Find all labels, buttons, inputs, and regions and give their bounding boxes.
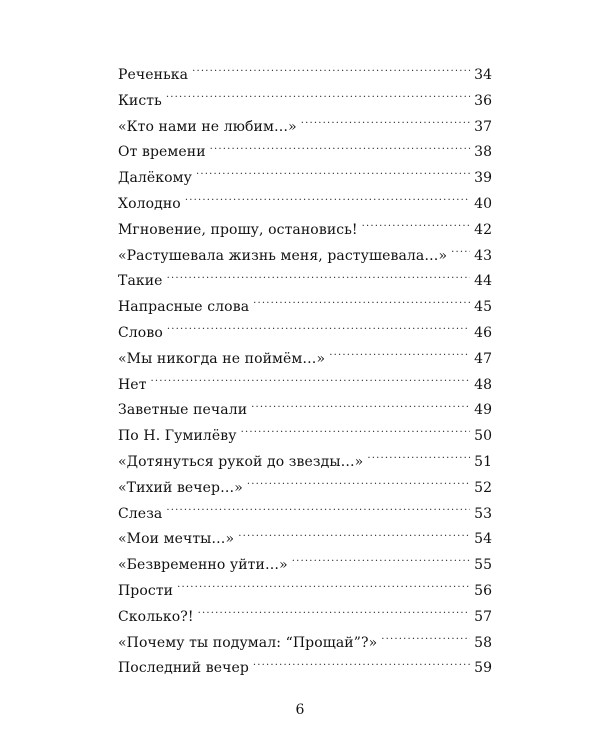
toc-entry-page: 43	[474, 247, 492, 264]
toc-entry	[118, 115, 492, 141]
toc-entry-title: От времени	[118, 144, 206, 161]
toc-entry	[118, 89, 492, 115]
toc-entry-title: Нет	[118, 376, 147, 393]
toc-entry-page: 55	[474, 557, 492, 574]
toc-entry-page: 45	[474, 299, 492, 316]
toc-dot-leader	[292, 555, 470, 569]
toc-entry	[118, 244, 492, 270]
toc-entry-title: Последний вечер	[118, 660, 249, 677]
toc-entry	[118, 527, 492, 553]
toc-entry-title: «Мы никогда не поймём…»	[118, 350, 326, 367]
toc-entry-title: Холодно	[118, 195, 181, 212]
toc-entry-page: 40	[474, 195, 492, 212]
toc-entry-page: 50	[474, 428, 492, 445]
toc-entry	[118, 321, 492, 347]
toc-entry	[118, 450, 492, 476]
toc-entry-title: Напрасные слова	[118, 299, 250, 316]
toc-dot-leader	[166, 504, 470, 518]
toc-entry-title: «Почему ты подумал: “Прощай”?»	[118, 634, 378, 651]
toc-dot-leader	[198, 607, 470, 621]
toc-dot-leader	[185, 194, 470, 208]
toc-entry-title: «Безвременно уйти…»	[118, 557, 288, 574]
toc-dot-leader	[241, 426, 470, 440]
toc-entry	[118, 218, 492, 244]
toc-entry-page: 49	[474, 402, 492, 419]
toc-entry	[118, 166, 492, 192]
toc-entry-page: 48	[474, 376, 492, 393]
toc-entry-title: Далёкому	[118, 170, 193, 187]
toc-entry	[118, 63, 492, 89]
toc-entry	[118, 605, 492, 631]
toc-entry-title: Прости	[118, 582, 174, 599]
toc-dot-leader	[210, 142, 470, 156]
page-number: 6	[295, 702, 305, 718]
toc-entry	[118, 295, 492, 321]
toc-entry-title: Мгновение, прошу, остановись!	[118, 221, 358, 238]
toc-entry	[118, 502, 492, 528]
toc-entry-title: Заветные печали	[118, 402, 248, 419]
toc-entry	[118, 140, 492, 166]
toc-entry	[118, 631, 492, 657]
toc-entry-title: «Растушевала жизнь меня, растушевала…»	[118, 247, 448, 264]
toc-entry	[118, 192, 492, 218]
toc-entry-title: Реченька	[118, 67, 189, 83]
toc-entry-title: Сколько?!	[118, 608, 194, 625]
toc-entry-page: 53	[474, 505, 492, 522]
toc-dot-leader	[167, 271, 470, 285]
toc-dot-leader	[238, 529, 470, 543]
toc-entry-title: Слеза	[118, 505, 163, 522]
toc-entry	[118, 424, 492, 450]
toc-entry-page: 52	[474, 479, 492, 496]
toc-entry	[118, 347, 492, 373]
toc-dot-leader	[253, 297, 470, 311]
toc-entry	[118, 656, 492, 682]
toc-dot-leader	[167, 323, 470, 337]
toc-entry-page: 57	[474, 608, 492, 625]
toc-entry-page: 59	[474, 660, 492, 677]
toc-entry-page: 36	[474, 92, 492, 109]
toc-entry-page: 44	[474, 273, 492, 290]
toc-entry-page: 56	[474, 582, 492, 599]
toc-entry	[118, 269, 492, 295]
toc-dot-leader	[166, 91, 470, 105]
toc-entry-page: 46	[474, 324, 492, 341]
toc-dot-leader	[253, 658, 470, 672]
toc-dot-leader	[362, 220, 470, 234]
toc-entry-title: «Дотянуться рукой до звезды…»	[118, 453, 364, 470]
toc-entry-title: Кисть	[118, 92, 162, 109]
toc-entry-page: 42	[474, 221, 492, 238]
toc-dot-leader	[247, 478, 470, 492]
toc-entry-page: 34	[474, 67, 492, 83]
toc-dot-leader	[301, 117, 470, 131]
toc-entry	[118, 398, 492, 424]
toc-dot-leader	[367, 452, 470, 466]
toc-entry-title: «Тихий вечер…»	[118, 479, 243, 496]
toc-entry-title: Слово	[118, 324, 163, 341]
toc-entry	[118, 373, 492, 399]
toc-entry	[118, 476, 492, 502]
toc-entry-page: 47	[474, 350, 492, 367]
toc-dot-leader	[177, 581, 470, 595]
toc-entry-title: «Кто нами не любим…»	[118, 118, 297, 135]
toc-dot-leader	[196, 168, 470, 182]
toc-dot-leader	[451, 246, 470, 260]
table-of-contents	[118, 63, 492, 682]
toc-dot-leader	[192, 65, 470, 79]
toc-entry	[118, 579, 492, 605]
toc-entry	[118, 553, 492, 579]
toc-entry-page: 51	[474, 453, 492, 470]
toc-entry-page: 58	[474, 634, 492, 651]
toc-dot-leader	[381, 633, 470, 647]
toc-dot-leader	[329, 349, 470, 363]
toc-dot-leader	[251, 400, 470, 414]
toc-entry-page: 37	[474, 118, 492, 135]
toc-dot-leader	[151, 375, 470, 389]
toc-entry-title: По Н. Гумилёву	[118, 428, 237, 445]
toc-entry-title: Такие	[118, 273, 163, 290]
toc-entry-page: 38	[474, 144, 492, 161]
toc-entry-page: 54	[474, 531, 492, 548]
toc-entry-title: «Мои мечты…»	[118, 531, 235, 548]
toc-entry-page: 39	[474, 170, 492, 187]
